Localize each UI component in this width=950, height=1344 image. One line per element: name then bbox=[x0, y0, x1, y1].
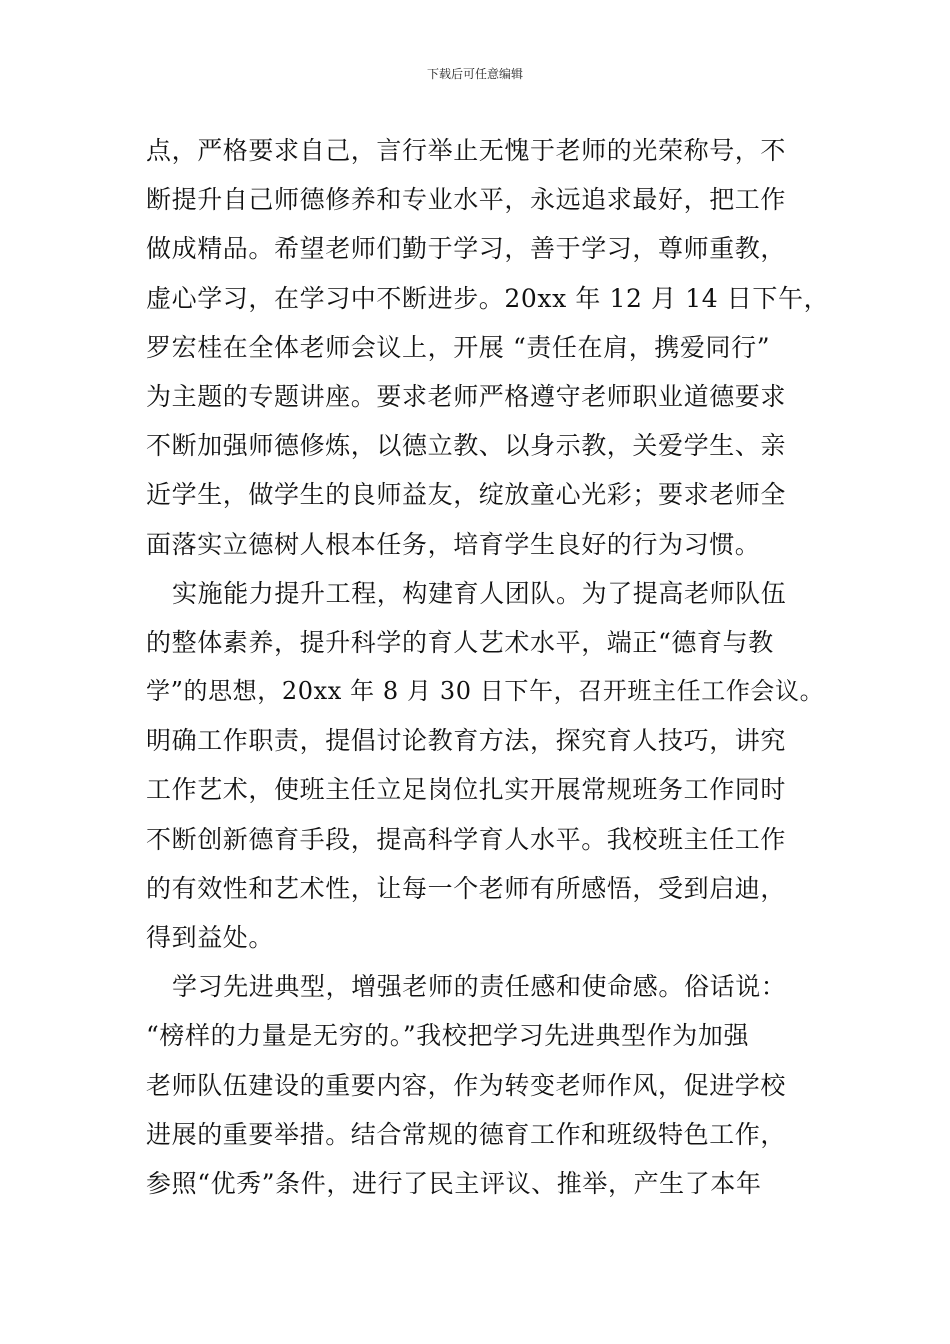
text-line: 的整体素养，提升科学的育人艺术水平，端正“德育与教 bbox=[146, 627, 774, 657]
text-line: 不断加强师德修炼，以德立教、以身示教，关爱学生、亲 bbox=[146, 431, 787, 461]
text-line: 老师队伍建设的重要内容，作为转变老师作风，促进学校 bbox=[146, 1070, 787, 1100]
text-line: 面落实立德树人根本任务，培育学生良好的行为习惯。 bbox=[146, 529, 761, 559]
document-body bbox=[146, 126, 836, 1208]
text-line: 做成精品。希望老师们勤于学习，善于学习，尊师重教， bbox=[146, 234, 787, 264]
text-line: 工作艺术，使班主任立足岗位扎实开展常规班务工作同时 bbox=[146, 775, 787, 805]
text-line: 实施能力提升工程，构建育人团队。为了提高老师队伍 bbox=[172, 578, 787, 608]
text-line: 参照“优秀”条件，进行了民主评议、推举，产生了本年 bbox=[146, 1168, 762, 1198]
text-line: 学”的思想，20xx 年 8 月 30 日下午，召开班主任工作会议。 bbox=[146, 677, 825, 706]
text-line: 近学生，做学生的良师益友，绽放童心光彩；要求老师全 bbox=[146, 480, 787, 510]
text-line: 不断创新德育手段，提高科学育人水平。我校班主任工作 bbox=[146, 824, 787, 854]
text-line: 点，严格要求自己，言行举止无愧于老师的光荣称号，不 bbox=[146, 136, 787, 165]
text-line: 的有效性和艺术性，让每一个老师有所感悟，受到启迪， bbox=[146, 873, 787, 903]
text-line: “榜样的力量是无穷的。”我校把学习先进典型作为加强 bbox=[146, 1021, 750, 1051]
text-line: 罗宏桂在全体老师会议上，开展 “责任在肩，携爱同行” bbox=[146, 332, 771, 362]
text-line: 进展的重要举措。结合常规的德育工作和班级特色工作， bbox=[146, 1119, 787, 1149]
page-header: 下载后可任意编辑 bbox=[426, 67, 523, 81]
text-line: 虚心学习，在学习中不断进步。20xx 年 12 月 14 日下午， bbox=[146, 283, 830, 313]
text-line: 明确工作职责，提倡讨论教育方法，探究育人技巧，讲究 bbox=[146, 726, 787, 756]
text-line: 学习先进典型，增强老师的责任感和使命感。俗话说： bbox=[172, 972, 787, 1002]
text-line: 为主题的专题讲座。要求老师严格遵守老师职业道德要求 bbox=[146, 381, 787, 411]
text-line: 断提升自己师德修养和专业水平，永远追求最好，把工作 bbox=[146, 185, 787, 215]
text-line: 得到益处。 bbox=[146, 923, 275, 952]
